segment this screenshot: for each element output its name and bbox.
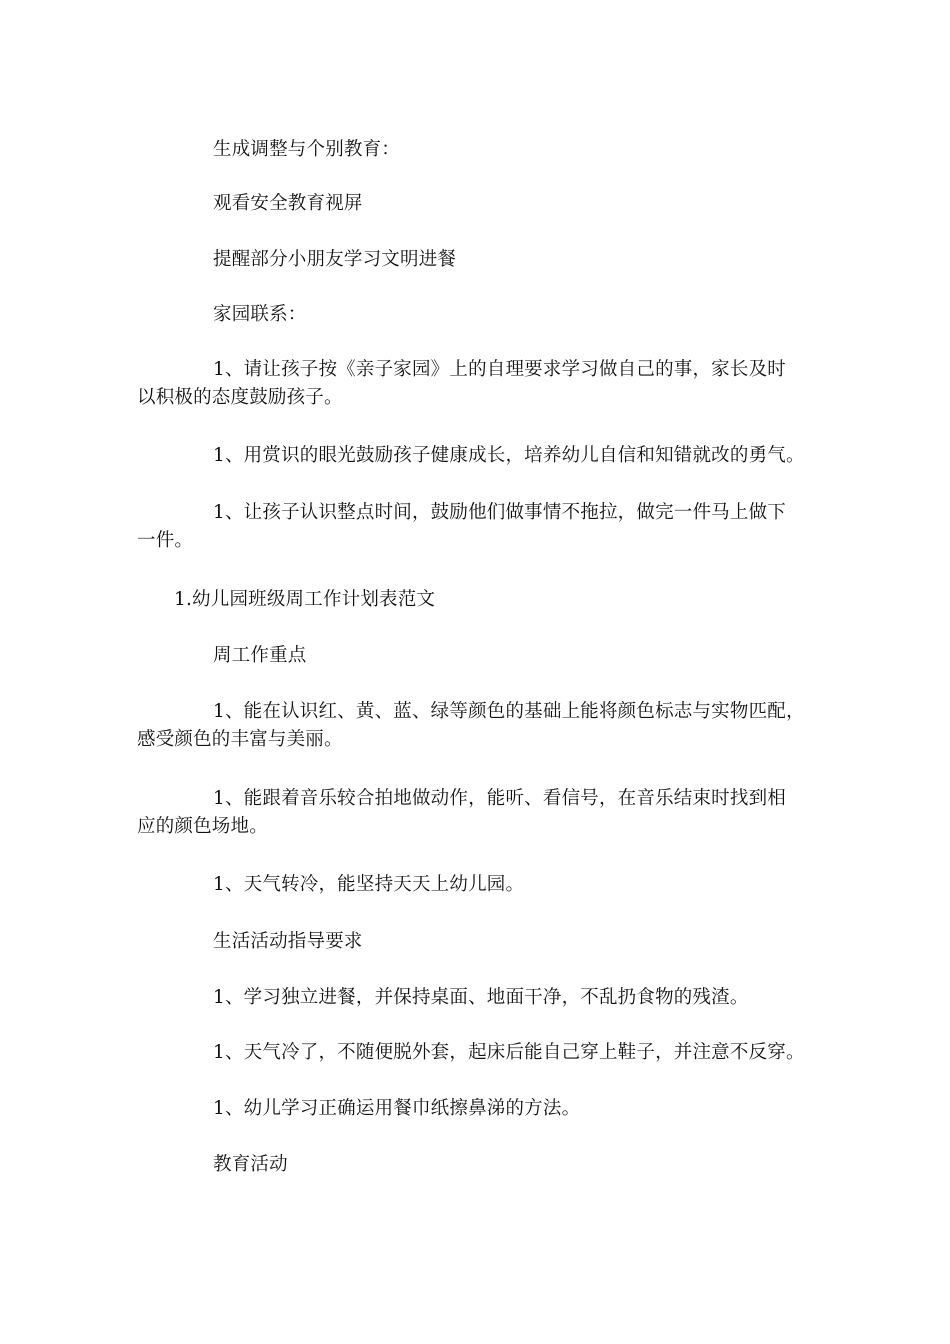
home-item-3-line2: 一件。 — [137, 530, 194, 551]
home-item-2 — [137, 442, 817, 470]
heading-home-contact: 家园联系： — [213, 304, 307, 325]
section-heading: 1.幼儿园班级周工作计划表范文 — [174, 589, 436, 610]
heading-education: 教育活动 — [213, 1154, 288, 1175]
text-safety-video: 观看安全教育视屏 — [213, 193, 363, 214]
heading-adjustment: 生成调整与个别教育： — [213, 139, 401, 160]
text-civilized-dining: 提醒部分小朋友学习文明进餐 — [213, 249, 457, 270]
weekly-item-2-line1: 1、能跟着音乐较合拍地做动作，能听、看信号，在音乐结束时找到相 — [213, 788, 786, 809]
heading-life-activity: 生活活动指导要求 — [213, 931, 363, 952]
weekly-item-2 — [137, 785, 817, 841]
home-item-1 — [137, 356, 817, 412]
life-item-2: 1、天气冷了，不随便脱外套，起床后能自己穿上鞋子，并注意不反穿。 — [213, 1042, 805, 1063]
weekly-item-1-line1: 1、能在认识红、黄、蓝、绿等颜色的基础上能将颜色标志与实物匹配， — [213, 701, 805, 722]
home-item-2-line1: 1、用赏识的眼光鼓励孩子健康成长，培养幼儿自信和知错就改的勇气。 — [213, 445, 805, 466]
home-item-1-line1: 1、请让孩子按《亲子家园》上的自理要求学习做自己的事，家长及时 — [213, 359, 786, 380]
home-item-3 — [137, 499, 817, 555]
weekly-item-2-line2: 应的颜色场地。 — [137, 816, 268, 837]
weekly-item-1-line2: 感受颜色的丰富与美丽。 — [137, 729, 343, 750]
heading-weekly-focus: 周工作重点 — [213, 645, 307, 666]
home-item-3-line1: 1、让孩子认识整点时间，鼓励他们做事情不拖拉，做完一件马上做下 — [213, 502, 786, 523]
life-item-3: 1、幼儿学习正确运用餐巾纸擦鼻涕的方法。 — [213, 1098, 581, 1119]
life-item-1: 1、学习独立进餐，并保持桌面、地面干净，不乱扔食物的残渣。 — [213, 987, 749, 1008]
weekly-item-3: 1、天气转冷，能坚持天天上幼儿园。 — [213, 874, 525, 895]
weekly-item-1 — [137, 698, 817, 754]
home-item-1-line2: 以积极的态度鼓励孩子。 — [137, 387, 343, 408]
